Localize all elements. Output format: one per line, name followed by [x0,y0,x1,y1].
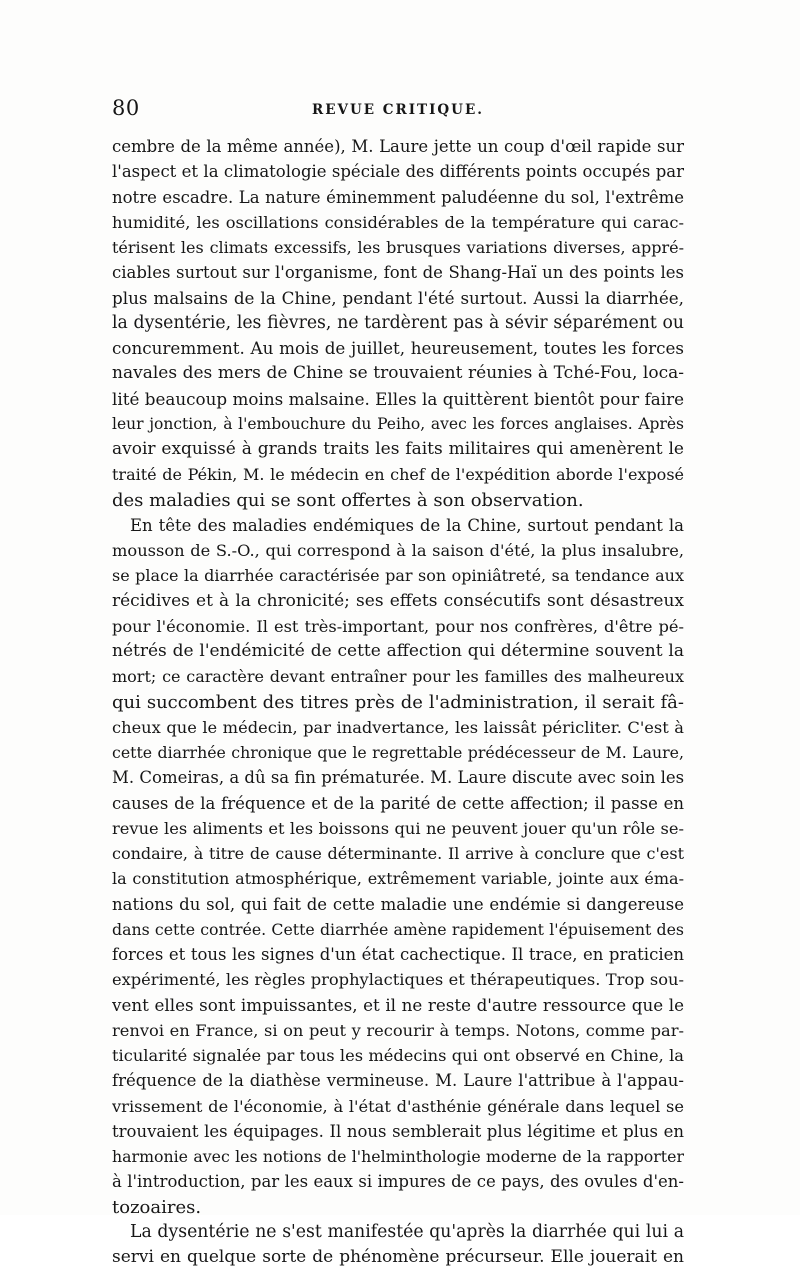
text-line: harmonie avec les notions de l'helminthologie moderne de la rapporter [112,1147,684,1166]
paragraph-first-line: La dysentérie ne s'est manifestée qu'après la diarrhée qui lui a [130,1221,684,1242]
page-number: 80 [112,96,140,120]
text-line: térisent les climats excessifs, les brusques variations diverses, appré- [112,238,684,257]
text-line: servi en quelque sorte de phénomène précurseur. Elle jouerait en [112,1247,684,1267]
running-title: REVUE CRITIQUE. [312,102,484,118]
text-line: la dysentérie, les fièvres, ne tardèrent pas à sévir séparément ou [112,312,684,333]
text-line: forces et tous les signes d'un état cachectique. Il trace, en praticien [112,945,684,964]
running-head [112,96,684,126]
text-line: qui succombent des titres près de l'administration, il serait fâ- [112,691,684,713]
text-line: cheux que le médecin, par inadvertance, les laissât péricliter. C'est à [112,717,684,737]
text-line: cembre de la même année), M. Laure jette un coup d'œil rapide sur [112,137,684,156]
text-line: condaire, à titre de cause déterminante. Il arrive à conclure que c'est [112,844,684,863]
text-line: fréquence de la diathèse vermineuse. M. Laure l'attribue à l'appau- [112,1071,684,1091]
text-line: avoir exquissé à grands traits les faits militaires qui amenèrent le [112,439,684,459]
text-line: ciables surtout sur l'organisme, font de Shang-Haï un des points les [112,263,684,283]
text-line: des maladies qui se sont offertes à son observation. [112,489,584,511]
text-line: cette diarrhée chronique que le regrettable prédécesseur de M. Laure, [112,743,684,762]
text-line: à l'introduction, par les eaux si impures de ce pays, des ovules d'en- [112,1172,684,1192]
text-line: l'aspect et la climatologie spéciale des différents points occupés par [112,162,684,182]
text-line: expérimenté, les règles prophylactiques et thérapeutiques. Trop sou- [112,970,684,990]
text-line: vent elles sont impuissantes, et il ne reste d'autre ressource que le [112,994,684,1015]
text-line: concuremment. Au mois de juillet, heureusement, toutes les forces [112,338,684,358]
text-line: vrissement de l'économie, à l'état d'asthénie générale dans lequel se [112,1096,684,1116]
text-line: mort; ce caractère devant entraîner pour les familles des malheureux [112,667,684,687]
text-line: mousson de S.-O., qui correspond à la saison d'été, la plus insalubre, [112,541,684,560]
text-line: récidives et à la chronicité; ses effets consécutifs sont désastreux [112,590,684,611]
text-line: leur jonction, à l'embouchure du Peiho, avec les forces anglaises. Après [112,414,684,433]
text-line: pour l'économie. Il est très-important, pour nos confrères, d'être pé- [112,616,684,636]
text-line: plus malsains de la Chine, pendant l'été surtout. Aussi la diarrhée, [112,287,684,308]
text-line: renvoi en France, si on peut y recourir à temps. Notons, comme par- [112,1020,684,1040]
text-line: navales des mers de Chine se trouvaient réunies à Tché-Fou, loca- [112,363,684,384]
text-line: la constitution atmosphérique, extrêmement variable, jointe aux éma- [112,869,684,889]
text-line: se place la diarrhée caractérisée par son opiniâtreté, sa tendance aux [112,566,684,586]
text-line: revue les aliments et les boissons qui ne peuvent jouer qu'un rôle se- [112,818,684,838]
text-line: nétrés de l'endémicité de cette affection qui détermine souvent la [112,641,684,661]
text-line: lité beaucoup moins malsaine. Elles la quittèrent bientôt pour faire [112,388,684,409]
text-line: traité de Pékin, M. le médecin en chef de l'expédition aborde l'exposé [112,465,684,485]
body-text [112,134,684,1270]
text-line: trouvaient les équipages. Il nous semblerait plus légitime et plus en [112,1121,684,1141]
text-line: nations du sol, qui fait de cette maladie une endémie si dangereuse [112,894,684,914]
text-line: M. Comeiras, a dû sa fin prématurée. M. Laure discute avec soin les [112,768,684,788]
text-line: humidité, les oscillations considérables de la température qui carac- [112,212,684,232]
paragraph-first-line: En tête des maladies endémiques de la Chine, surtout pendant la [130,515,684,535]
text-line: notre escadre. La nature éminemment paludéenne du sol, l'extrême [112,187,684,207]
text-line: dans cette contrée. Cette diarrhée amène rapidement l'épuisement des [112,919,684,939]
text-line: ticularité signalée par tous les médecins qui ont observé en Chine, la [112,1046,684,1065]
text-line: causes de la fréquence et de la parité de cette affection; il passe en [112,793,684,813]
text-line: tozoaires. [112,1196,202,1218]
